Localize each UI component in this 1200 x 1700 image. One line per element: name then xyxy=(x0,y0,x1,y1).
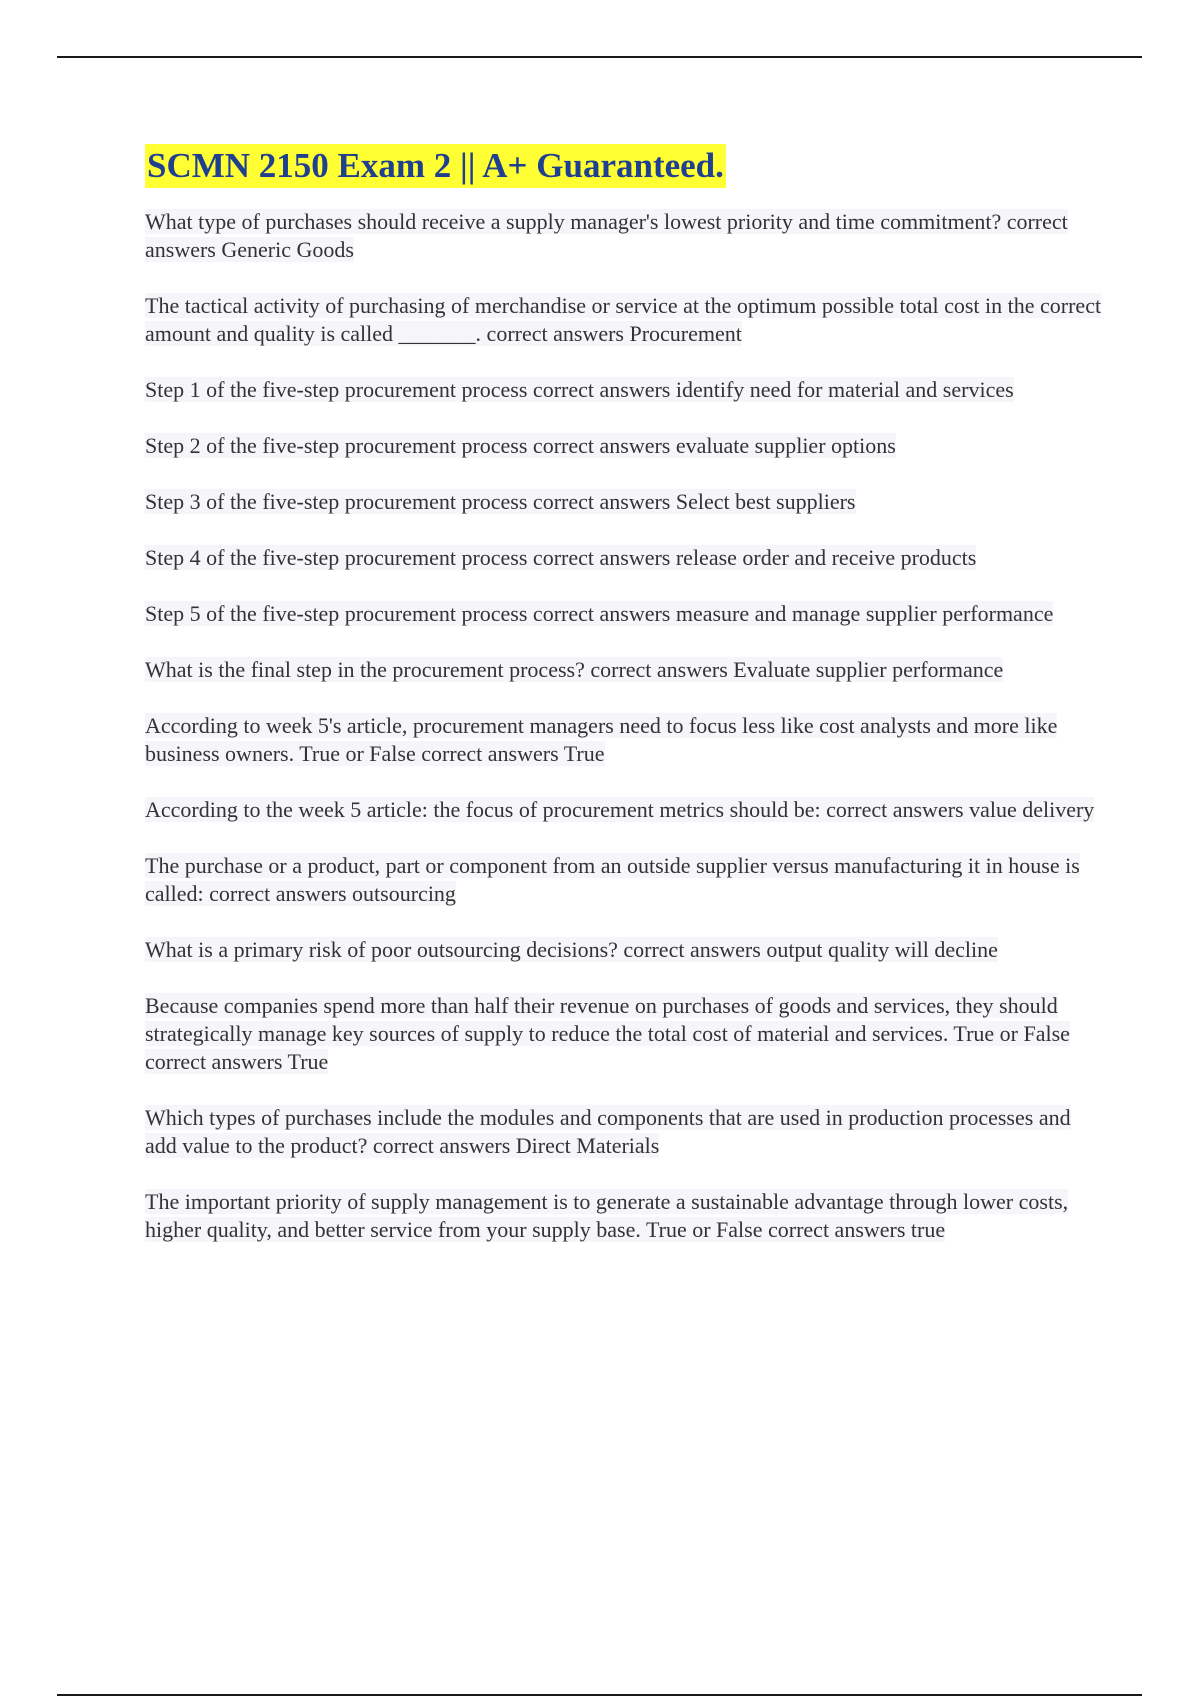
document-body xyxy=(145,144,1105,1272)
qa-text: According to the week 5 article: the focus of procurement metrics should be: correct answers value delivery xyxy=(145,797,1095,822)
qa-item xyxy=(145,208,1105,264)
top-divider xyxy=(57,56,1142,58)
qa-text: What type of purchases should receive a supply manager's lowest priority and time commitment? correct answers Generic Goods xyxy=(145,209,1068,262)
qa-text: According to week 5's article, procurement managers need to focus less like cost analysts and more like business owners. True or False correct answers True xyxy=(145,713,1058,766)
qa-text: Step 5 of the five-step procurement process correct answers measure and manage supplier performance xyxy=(145,601,1054,626)
qa-text: The important priority of supply management is to generate a sustainable advantage through lower costs, higher quality, and better service from your supply base. True or False correct answers true xyxy=(145,1189,1069,1242)
qa-text: What is the final step in the procurement process? correct answers Evaluate supplier performance xyxy=(145,657,1004,682)
qa-item xyxy=(145,936,1105,964)
bottom-divider xyxy=(57,1694,1142,1696)
qa-item xyxy=(145,712,1105,768)
qa-text: Step 3 of the five-step procurement process correct answers Select best suppliers xyxy=(145,489,856,514)
qa-text: Step 1 of the five-step procurement process correct answers identify need for material and services xyxy=(145,377,1014,402)
qa-item xyxy=(145,656,1105,684)
qa-text: Step 4 of the five-step procurement process correct answers release order and receive products xyxy=(145,545,977,570)
qa-item xyxy=(145,1188,1105,1244)
qa-text: The tactical activity of purchasing of merchandise or service at the optimum possible total cost in the correct amount and quality is called _______. correct answers Procurement xyxy=(145,293,1102,346)
qa-item xyxy=(145,488,1105,516)
qa-text: The purchase or a product, part or component from an outside supplier versus manufacturing it in house is called: correct answers outsourcing xyxy=(145,853,1080,906)
qa-item xyxy=(145,796,1105,824)
qa-item xyxy=(145,292,1105,348)
qa-item xyxy=(145,544,1105,572)
qa-item xyxy=(145,1104,1105,1160)
qa-text: What is a primary risk of poor outsourcing decisions? correct answers output quality will decline xyxy=(145,937,998,962)
qa-item xyxy=(145,992,1105,1076)
document-title: SCMN 2150 Exam 2 || A+ Guaranteed. xyxy=(145,144,726,188)
qa-list xyxy=(145,208,1105,1244)
qa-item xyxy=(145,852,1105,908)
qa-text: Which types of purchases include the modules and components that are used in production processes and add value to the product? correct answers Direct Materials xyxy=(145,1105,1071,1158)
qa-item xyxy=(145,376,1105,404)
qa-item xyxy=(145,600,1105,628)
qa-text: Step 2 of the five-step procurement process correct answers evaluate supplier options xyxy=(145,433,896,458)
qa-text: Because companies spend more than half their revenue on purchases of goods and services, they should strategically manage key sources of supply to reduce the total cost of material and services. True or False correct answers True xyxy=(145,993,1070,1074)
qa-item xyxy=(145,432,1105,460)
